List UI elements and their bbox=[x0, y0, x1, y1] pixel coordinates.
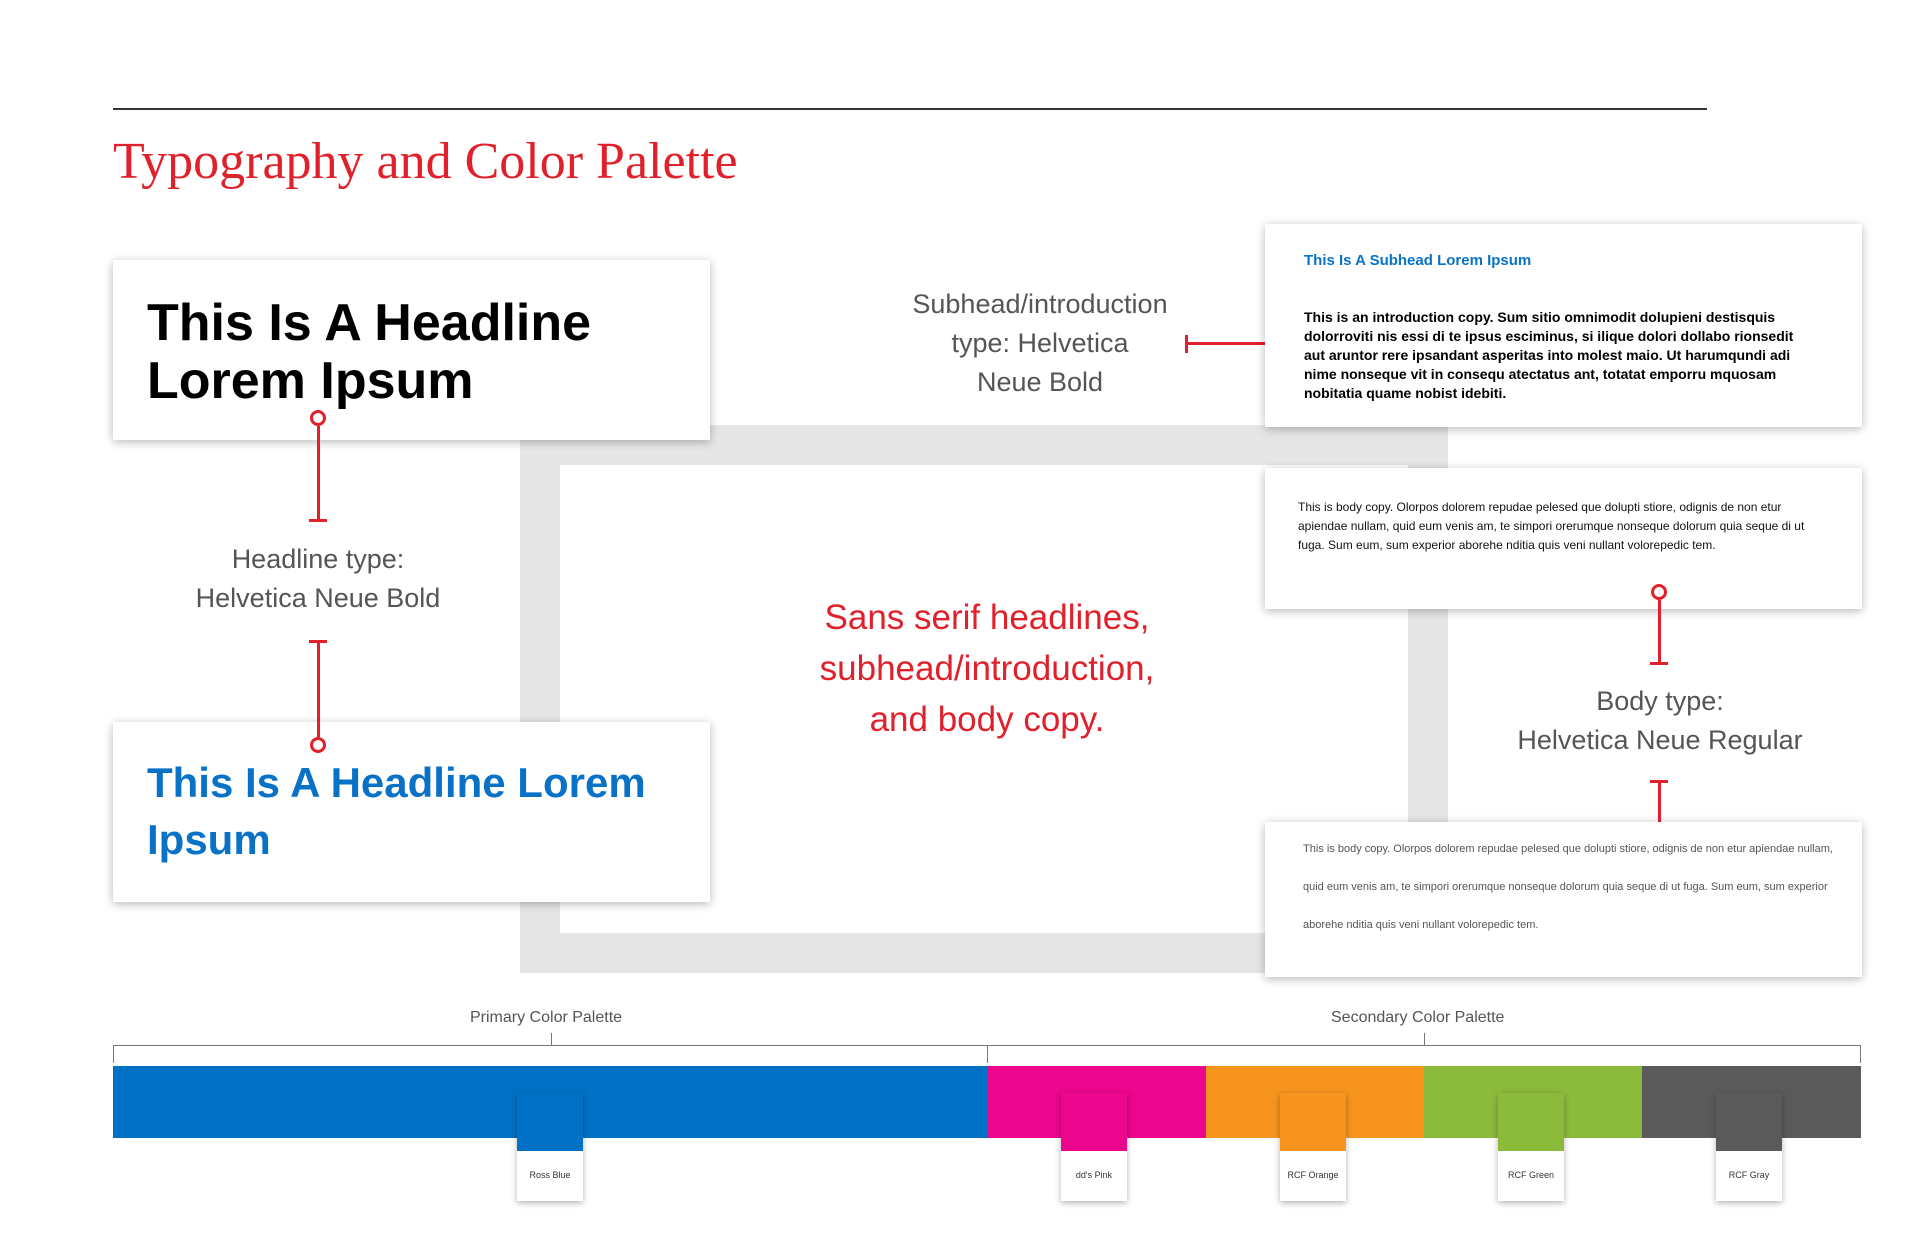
primary-bracket bbox=[113, 1045, 988, 1063]
headline-sample-black: This Is A Headline Lorem Ipsum bbox=[147, 294, 592, 410]
connector-cap bbox=[1650, 662, 1668, 665]
headline-card-blue bbox=[113, 722, 710, 902]
swatch-name: RCF Orange bbox=[1287, 1170, 1339, 1180]
swatch-name: dd's Pink bbox=[1075, 1170, 1113, 1180]
swatch-color bbox=[1280, 1093, 1346, 1151]
page-title: Typography and Color Palette bbox=[113, 133, 738, 190]
swatch-name: RCF Gray bbox=[1728, 1170, 1770, 1180]
subhead-type-line: Neue Bold bbox=[976, 367, 1104, 397]
secondary-bracket bbox=[987, 1045, 1861, 1063]
swatch-card bbox=[1280, 1093, 1346, 1201]
primary-bracket-tick bbox=[551, 1033, 552, 1045]
center-note-line: and body copy. bbox=[869, 700, 1105, 739]
swatch-color bbox=[1498, 1093, 1564, 1151]
secondary-palette-label: Secondary Color Palette bbox=[1331, 1009, 1505, 1026]
top-rule bbox=[113, 108, 1707, 110]
connector-dot bbox=[310, 737, 326, 753]
secondary-bracket-tick bbox=[1424, 1033, 1425, 1045]
intro-sample: This is an introduction copy. Sum sitio omnimodit dolupieni destisquis dolorroviti nis essi di te ipsus esciminus, si ilique dolori dollabo rionsedit aut aruntor rere ipsandant asperitas into molest maio. Ut harumqundi adi nime nonseque vit in consequ atectatus ant, totatat emporru mquosam nobitatia quame nobist idebiti. bbox=[1304, 309, 1794, 401]
headline-sample-blue: This Is A Headline Lorem Ipsum bbox=[147, 759, 646, 863]
connector-dot bbox=[310, 410, 326, 426]
body-type-line: Helvetica Neue Regular bbox=[1517, 725, 1803, 755]
subhead-sample: This Is A Subhead Lorem Ipsum bbox=[1304, 252, 1532, 269]
swatch-color bbox=[1716, 1093, 1782, 1151]
primary-palette-label: Primary Color Palette bbox=[470, 1009, 623, 1026]
center-note-line: subhead/introduction, bbox=[819, 649, 1155, 688]
connector-line bbox=[1658, 600, 1661, 663]
headline-type-line: Headline type: bbox=[231, 544, 405, 574]
swatch-card bbox=[1716, 1093, 1782, 1201]
connector-cap bbox=[309, 519, 327, 522]
swatch-card bbox=[1061, 1093, 1127, 1201]
swatch-card bbox=[517, 1093, 583, 1201]
connector-line bbox=[317, 641, 320, 737]
swatch-name: Ross Blue bbox=[529, 1170, 571, 1180]
body-type-line: Body type: bbox=[1596, 686, 1724, 716]
headline-type-line: Helvetica Neue Bold bbox=[195, 583, 441, 613]
subhead-type-label bbox=[880, 285, 1200, 402]
body-sample-1: This is body copy. Olorpos dolorem repudae pelesed que dolupti stiore, odignis de non etur apiendae nullam, quid eum venis am, te simpori orerumque nonseque dolorum quia seque di ut fuga. Sum eum, sum experior aborehe nditia quis veni nullant volorepedic tem. bbox=[1298, 500, 1805, 552]
headline-card-black bbox=[113, 260, 710, 440]
body-card-1 bbox=[1265, 468, 1862, 609]
center-note bbox=[745, 592, 1229, 745]
headline-type-label bbox=[168, 540, 468, 618]
subhead-card bbox=[1265, 224, 1862, 427]
body-sample-2: This is body copy. Olorpos dolorem repudae pelesed que dolupti stiore, odignis de non etur apiendae nullam, quid eum venis am, te simpori orerumque nonseque dolorum quia seque di ut fuga. Sum eum, sum experior aborehe nditia quis veni nullant volorepedic tem. bbox=[1303, 843, 1833, 931]
swatch-color bbox=[1061, 1093, 1127, 1151]
swatch-name: RCF Green bbox=[1507, 1170, 1554, 1180]
body-card-2 bbox=[1265, 822, 1862, 977]
swatch-color bbox=[517, 1093, 583, 1151]
connector-line bbox=[317, 426, 320, 520]
subhead-type-line: type: Helvetica bbox=[951, 328, 1129, 358]
center-note-line: Sans serif headlines, bbox=[824, 598, 1150, 637]
swatch-card bbox=[1498, 1093, 1564, 1201]
body-type-label bbox=[1500, 682, 1820, 760]
subhead-type-line: Subhead/introduction bbox=[912, 289, 1168, 319]
connector-dot bbox=[1651, 584, 1667, 600]
